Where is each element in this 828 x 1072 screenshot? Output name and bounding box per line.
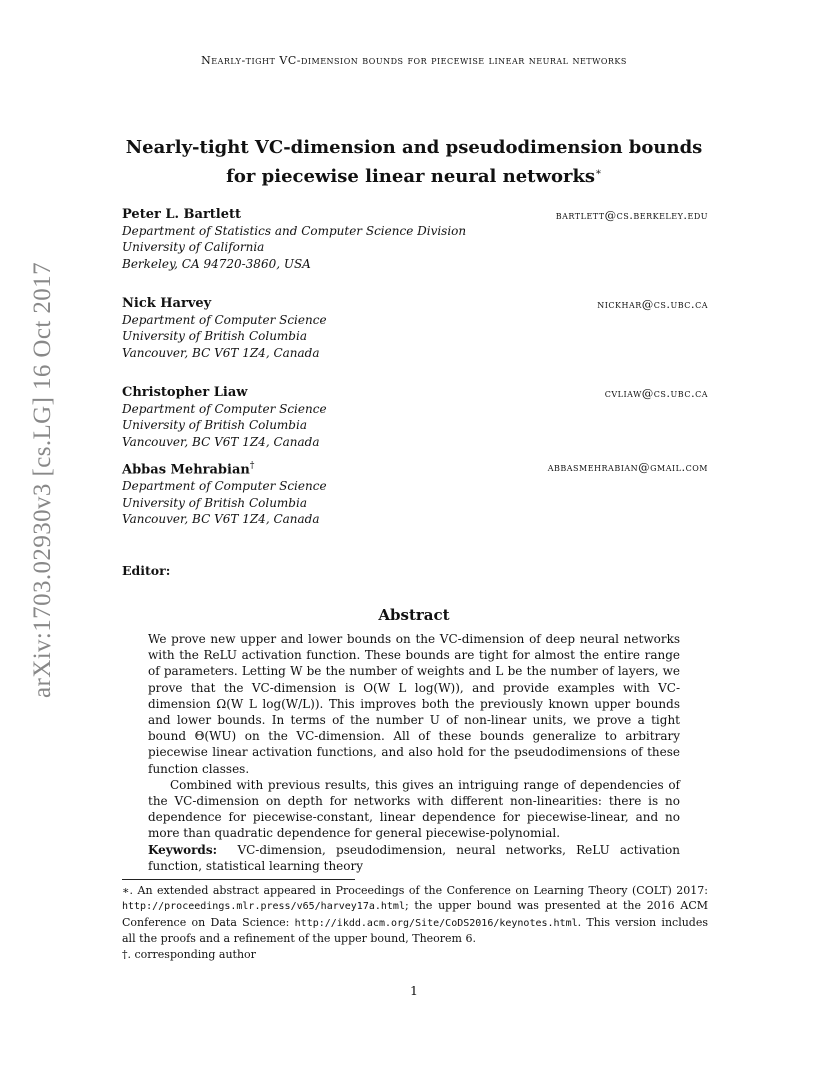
page-number: 1 [410, 983, 418, 998]
affiliation-line: University of British Columbia [122, 329, 307, 344]
author-email[interactable]: cvliaw@cs.ubc.ca [604, 386, 708, 400]
author-name: Christopher Liaw [122, 385, 248, 400]
running-head: Nearly-tight VC-dimension bounds for piecewise linear neural networks [201, 54, 627, 67]
author-block-liaw [122, 384, 708, 450]
abstract-heading: Abstract [378, 606, 450, 624]
abstract-paragraph-2: Combined with previous results, this gives an intriguing range of dependencies of the VC-dimension on depth for networks with different non-linearities: there is no dependence for piecewise-constant, linear dependence for piecewise-linear, and no more than quadratic dependence for general piecewise-polynomial. [148, 777, 680, 841]
abstract-body [148, 631, 680, 874]
author-email[interactable]: bartlett@cs.berkeley.edu [555, 208, 708, 222]
keywords-line [148, 842, 680, 874]
affiliation-line: Vancouver, BC V6T 1Z4, Canada [122, 345, 320, 360]
footnote-2-text: corresponding author [134, 947, 256, 961]
footnote-2 [122, 947, 708, 962]
author-block-bartlett [122, 206, 708, 272]
footnote-1-marker: ∗. [122, 884, 133, 897]
title-line-2 [100, 160, 728, 189]
affiliation-line: Department of Computer Science [122, 313, 327, 327]
author-email[interactable]: nickhar@cs.ubc.ca [597, 297, 708, 311]
footnote-1 [122, 883, 708, 947]
affiliation-line: University of California [122, 240, 265, 255]
author-footnote-marker: † [249, 461, 255, 471]
footnote-divider [122, 879, 355, 880]
paper-title [100, 135, 728, 189]
affiliation-line: University of British Columbia [122, 418, 307, 433]
affiliation-line: Vancouver, BC V6T 1Z4, Canada [122, 434, 320, 449]
affiliation-line: University of British Columbia [122, 495, 307, 510]
author-block-mehrabian [122, 458, 708, 527]
author-email[interactable]: abbasmehrabian@gmail.com [547, 460, 708, 474]
keywords-text: VC-dimension, pseudodimension, neural networks, ReLU activation function, statistical learning theory [148, 842, 680, 873]
title-footnote-marker: ∗ [595, 167, 602, 178]
footnote-1-text-b: ; the upper bound was presented at the 2016 ACM Conference on Data Science: [122, 899, 708, 929]
author-name-text: Abbas Mehrabian [122, 462, 250, 478]
footnote-1-url-cods[interactable]: http://ikdd.acm.org/Site/CoDS2016/keynotes.html [294, 917, 578, 929]
footnote-1-text-c: . This version includes all the proofs and a refinement of the upper bound, Theorem 6. [122, 915, 708, 946]
affiliation-line: Department of Computer Science [122, 479, 327, 494]
affiliation-line: Berkeley, CA 94720-3860, USA [122, 256, 311, 271]
affiliation-line: Department of Statistics and Computer Science Division [122, 224, 467, 238]
footnote-1-url-colt[interactable]: http://proceedings.mlr.press/v65/harvey17a.html [122, 901, 405, 913]
abstract-paragraph-1: We prove new upper and lower bounds on the VC-dimension of deep neural networks with the ReLU activation function. These bounds are tight for almost the entire range of parameters. Letting W be the number of weights and L be the number of layers, we prove that the VC-dimension is O(W L log(W)), and provide examples with VC-dimension Ω(W L log(W/L)). This improves both the previously known upper bounds and lower bounds. In terms of the number U of non-linear units, we prove a tight bound Θ(WU) on the VC-dimension. All of these bounds generalize to arbitrary piecewise linear activation functions, and also hold for the pseudodimensions of these function classes. [148, 632, 680, 776]
affiliation-line: Vancouver, BC V6T 1Z4, Canada [122, 511, 320, 526]
keywords-label: Keywords: [148, 842, 218, 857]
affiliation-line: Department of Computer Science [122, 402, 327, 416]
editor-label: Editor: [122, 563, 171, 578]
author-name: Peter L. Bartlett [122, 207, 242, 222]
title-line-1: Nearly-tight VC-dimension and pseudodimension bounds [125, 137, 703, 158]
author-block-harvey [122, 295, 708, 361]
footnote-1-text-a: An extended abstract appeared in Proceedings of the Conference on Learning Theory (COLT) 2017: [137, 884, 708, 897]
arxiv-identifier-stamp: arXiv:1703.02930v3 [cs.LG] 16 Oct 2017 [29, 262, 56, 698]
title-line-2-text: for piecewise linear neural networks [226, 166, 596, 187]
author-name: Nick Harvey [122, 296, 212, 311]
footnotes [122, 883, 708, 962]
footnote-2-marker: †. [122, 947, 131, 961]
